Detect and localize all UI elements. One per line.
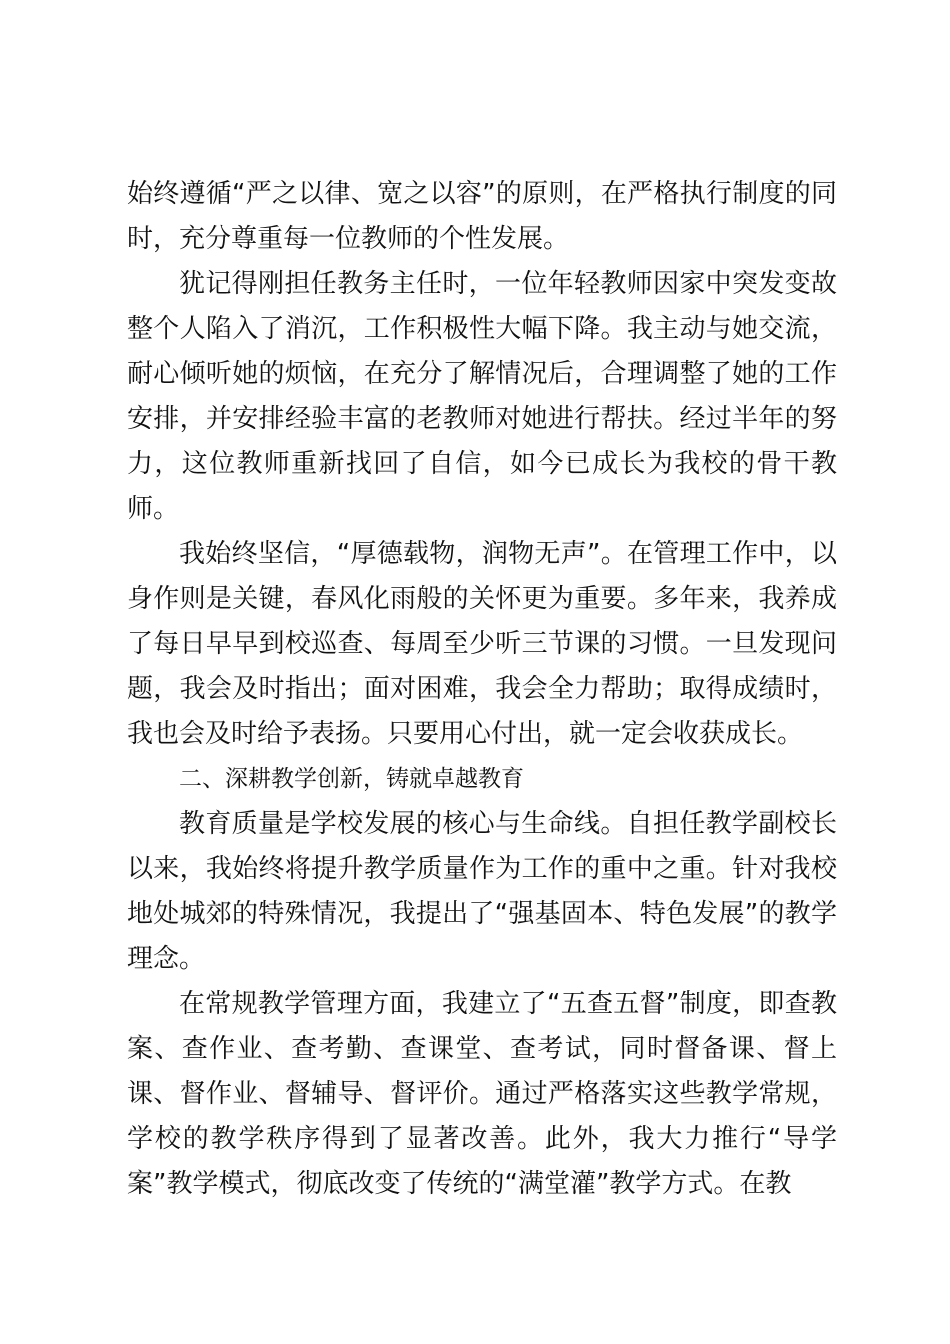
paragraph-belief: 我始终坚信，“厚德载物，润物无声”。在管理工作中，以身作则是关键，春风化雨般的关怀更为重要。多年来，我养成了每日早早到校巡查、每周至少听三节课的习惯。一旦发现问题，我会及时指出；面对困难，我会全力帮助；取得成绩时，我也会及时给予表扬。只要用心付出，就一定会收获成长。 xyxy=(127,539,837,749)
paragraph-teaching-quality: 教育质量是学校发展的核心与生命线。自担任教学副校长以来，我始终将提升教学质量作为工作的重中之重。针对我校地处城郊的特殊情况，我提出了“强基固本、特色发展”的教学理念。 xyxy=(127,809,837,974)
paragraph-routine-management: 在常规教学管理方面，我建立了“五查五督”制度，即查教案、查作业、查考勤、查课堂、查考试，同时督备课、督上课、督作业、督辅导、督评价。通过严格落实这些教学常规，学校的教学秩序得到了显著改善。此外，我大力推行“导学案”教学模式，彻底改变了传统的“满堂灌”教学方式。在教 xyxy=(127,989,837,1199)
paragraph-continuation: 始终遵循“严之以律、宽之以容”的原则，在严格执行制度的同时，充分尊重每一位教师的个性发展。 xyxy=(127,179,837,254)
section-heading: 二、深耕教学创新，铸就卓越教育 xyxy=(179,766,524,792)
document-body xyxy=(127,172,837,1207)
paragraph-young-teacher: 犹记得刚担任教务主任时，一位年轻教师因家中突发变故整个人陷入了消沉，工作积极性大幅下降。我主动与她交流，耐心倾听她的烦恼，在充分了解情况后，合理调整了她的工作安排，并安排经验丰富的老教师对她进行帮扶。经过半年的努力，这位教师重新找回了自信，如今已成长为我校的骨干教师。 xyxy=(127,269,837,524)
